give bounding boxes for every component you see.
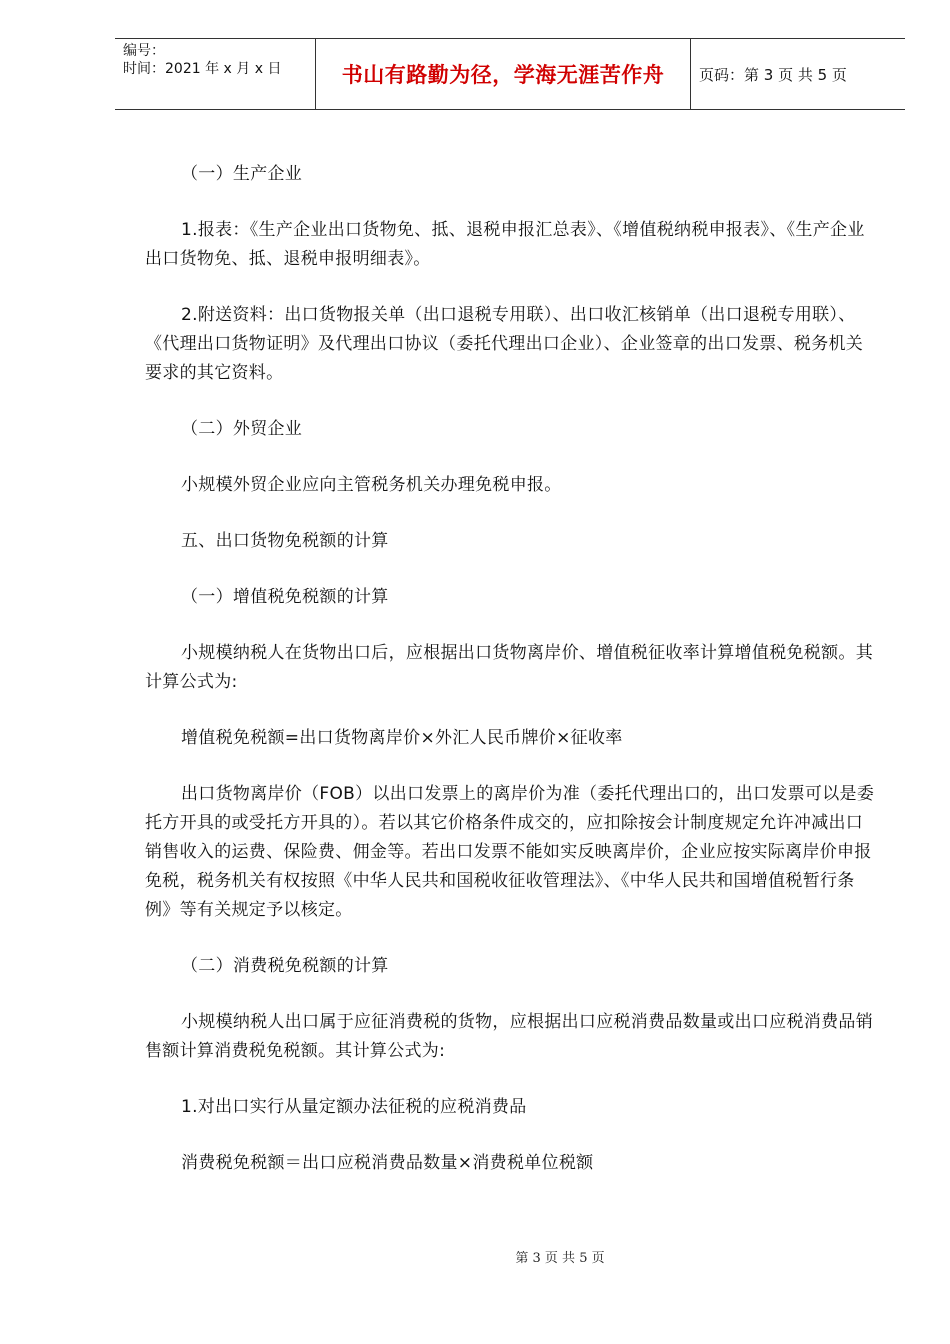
paragraph: 出口货物离岸价（FOB）以出口发票上的离岸价为准（委托代理出口的，出口发票可以是委托方开具的或受托方开具的）。若以其它价格条件成交的，应扣除按会计制度规定允许冲减出口销售收入的运费、保险费、佣金等。若出口发票不能如实反映离岸价，企业应按实际离岸价申报免税，税务机关有权按照《中华人民共和国税收征收管理法》、《中华人民共和国增值税暂行条例》等有关规定予以核定。 xyxy=(145,784,875,920)
paragraph: （二）消费税免税额的计算 xyxy=(181,956,389,976)
time-label: 时间：2021 年 x 月 x 日 xyxy=(123,61,282,77)
header-page-label: 页码：第 3 页 共 5 页 xyxy=(699,65,847,84)
number-label: 编号： xyxy=(123,43,165,59)
section-heading: 五、出口货物免税额的计算 xyxy=(181,531,389,551)
paragraph: 小规模纳税人在货物出口后，应根据出口货物离岸价、增值税征收率计算增值税免税额。其计算公式为: xyxy=(145,643,873,692)
paragraph: （一）生产企业 xyxy=(181,164,303,184)
formula: 消费税免税额＝出口应税消费品数量×消费税单位税额 xyxy=(181,1153,594,1173)
paragraph: （二）外贸企业 xyxy=(181,419,303,439)
footer-page-number: 第 3 页 共 5 页 xyxy=(515,1251,605,1266)
paragraph: 1.报表：《生产企业出口货物免、抵、退税申报汇总表》、《增值税纳税申报表》、《生产企业出口货物免、抵、退税申报明细表》。 xyxy=(145,220,865,269)
header-motto: 书山有路勤为径，学海无涯苦作舟 xyxy=(315,39,691,109)
paragraph: 1.对出口实行从量定额办法征税的应税消费品 xyxy=(181,1097,527,1117)
formula: 增值税免税额=出口货物离岸价×外汇人民币牌价×征收率 xyxy=(181,728,623,748)
paragraph: （一）增值税免税额的计算 xyxy=(181,587,389,607)
paragraph: 2.附送资料：出口货物报关单（出口退税专用联）、出口收汇核销单（出口退税专用联）、《代理出口货物证明》及代理出口协议（委托代理出口企业）、企业签章的出口发票、税务机关要求的其它资料。 xyxy=(145,305,864,383)
page-footer xyxy=(0,1247,950,1266)
document-body xyxy=(145,160,875,1178)
header-meta xyxy=(123,39,315,109)
paragraph: 小规模纳税人出口属于应征消费税的货物，应根据出口应税消费品数量或出口应税消费品销售额计算消费税免税额。其计算公式为: xyxy=(145,1012,873,1061)
page-header xyxy=(115,38,905,110)
paragraph: 小规模外贸企业应向主管税务机关办理免税申报。 xyxy=(181,475,562,495)
